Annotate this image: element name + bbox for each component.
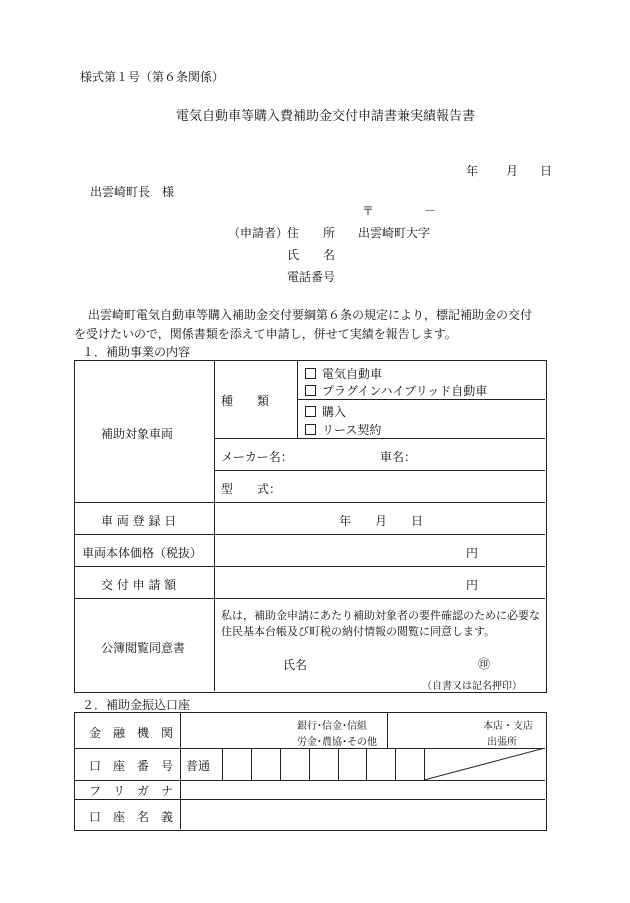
price-unit: 円 [466,546,479,560]
consent-text-line1: 私は，補助金申請にあたり補助対象者の要件確認のために必要な [221,609,540,622]
branch-types-line1: 本店・支店 [483,721,533,732]
reg-month: 月 [375,514,388,528]
date-day: 日 [540,164,553,178]
option-lease[interactable]: リース契約 [305,421,381,438]
consent-label: 公簿閲覧同意書 [101,641,186,655]
model-label: 型 式： [221,482,282,496]
branch-types-line2: 出張所 [487,737,517,748]
address-value: 出雲崎町大字 [358,226,431,240]
checkbox-ev[interactable] [305,368,316,379]
checkbox-phev[interactable] [305,385,316,396]
section1-heading: １．補助事業の内容 [82,345,191,359]
amount-label: 交 付 申 請 額 [101,578,177,592]
checkbox-lease[interactable] [305,424,316,435]
diagonal-slash [424,748,545,780]
phone-label: 電話番号 [287,270,336,284]
postal-mark: 〒 [362,204,375,218]
body-text-line2: を受けたいので，関係書類を添えて申請し，併せて実績を報告します。 [74,327,457,341]
bank-label: 金 融 機 関 [89,726,174,740]
vehicle-label: 補助対象車両 [101,427,174,441]
option-ev[interactable]: 電気自動車 [305,365,382,382]
consent-text-line2: 住民基本台帳及び町税の納付情報の閲覧に同意します。 [221,625,496,638]
maker-label: メーカー名： [221,450,293,464]
reg-day: 日 [411,514,424,528]
account-type: 普通 [186,759,211,773]
bank-types-line1: 銀行･信金･信組 [297,721,367,732]
account-no-label: 口 座 番 号 [89,759,174,773]
seal-mark: ㊞ [478,657,491,671]
applicant-role: （申請者） [228,226,289,240]
consent-name-label: 氏名 [283,658,308,672]
price-label: 車両本体価格（税抜） [82,546,203,560]
address-label: 住 所 [287,226,336,240]
furigana-label: フ リ ガ ナ [89,784,174,798]
postal-dash: － [424,204,437,218]
date-year: 年 [466,164,479,178]
addressee: 出雲崎町長 様 [90,185,175,199]
body-text-line1: 出雲崎町電気自動車等購入補助金交付要綱第６条の規定により，標記補助金の交付 [88,308,533,322]
reg-date-label: 車 両 登 録 日 [101,514,177,528]
car-name-label: 車名： [380,450,417,464]
account-name-label: 口 座 名 義 [89,810,174,824]
section2-heading: ２．補助金振込口座 [82,698,191,712]
form-number: 様式第１号（第６条関係） [80,70,225,84]
option-phev[interactable]: プラグインハイブリッド自動車 [305,382,487,399]
name-label: 氏 名 [287,248,336,262]
type-label: 種 類 [221,394,270,408]
amount-unit: 円 [466,578,479,592]
checkbox-purchase[interactable] [305,406,316,417]
bank-types-line2: 労金･農協･その他 [297,737,377,748]
seal-note: （自書又は記名押印） [422,681,522,692]
form-title: 電気自動車等購入費補助金交付申請書兼実績報告書 [176,109,476,124]
date-month: 月 [506,164,519,178]
reg-year: 年 [339,514,352,528]
option-purchase[interactable]: 購入 [305,403,346,420]
